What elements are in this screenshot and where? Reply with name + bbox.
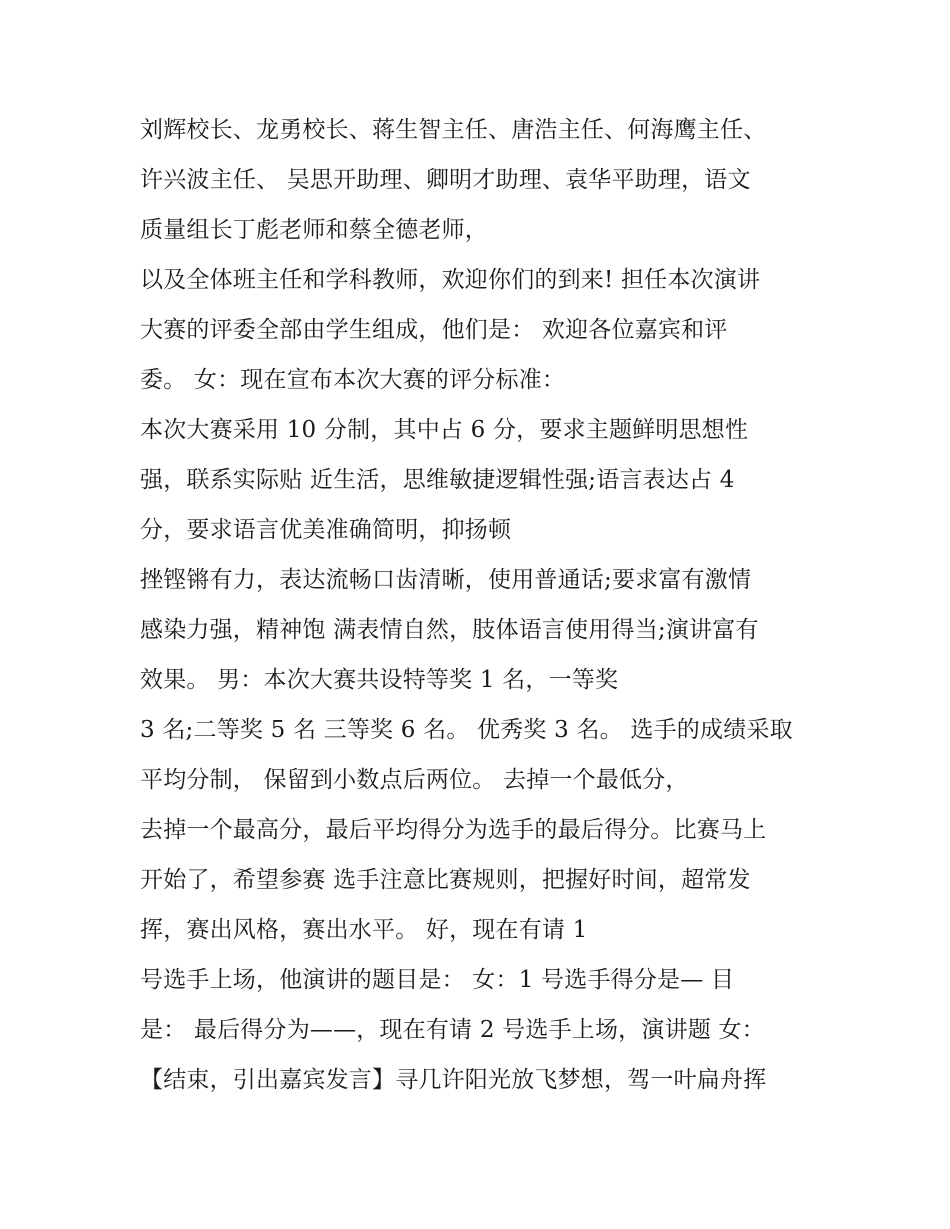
text-line: 强，联系实际贴 近生活，思维敏捷逻辑性强;语言表达占 4 <box>140 467 735 493</box>
text-line: 【结束，引出嘉宾发言】寻几许阳光放飞梦想，驾一叶扁舟挥 <box>140 1067 767 1093</box>
text-line: 许兴波主任、 吴思开助理、卿明才助理、袁华平助理，语文 <box>140 167 751 193</box>
text-line: 本次大赛采用 10 分制，其中占 6 分，要求主题鲜明思想性 <box>140 417 749 443</box>
document-body <box>140 105 840 1105</box>
text-line: 感染力强，精神饱 满表情自然，肢体语言使用得当;演讲富有 <box>140 617 759 643</box>
text-line: 是： 最后得分为——，现在有请 2 号选手上场，演讲题 女： <box>140 1017 765 1043</box>
text-line: 刘辉校长、龙勇校长、蒋生智主任、唐浩主任、何海鹰主任、 <box>140 117 767 143</box>
text-line: 分，要求语言优美准确简明，抑扬顿 <box>140 517 512 543</box>
text-line: 去掉一个最高分，最后平均得分为选手的最后得分。比赛马上 <box>140 817 767 843</box>
text-line: 质量组长丁彪老师和蔡全德老师， <box>140 217 488 243</box>
text-line: 以及全体班主任和学科教师，欢迎你们的到来! 担任本次演讲 <box>140 267 761 293</box>
text-line: 大赛的评委全部由学生组成，他们是： 欢迎各位嘉宾和评 <box>140 317 728 343</box>
text-line: 挥，赛出风格，赛出水平。 好，现在有请 1 <box>140 917 588 943</box>
text-line: 号选手上场，他演讲的题目是： 女：1 号选手得分是— 目 <box>140 967 735 993</box>
text-line: 效果。 男：本次大赛共设特等奖 1 名，一等奖 <box>140 667 619 693</box>
text-line: 3 名;二等奖 5 名 三等奖 6 名。 优秀奖 3 名。 选手的成绩采取 <box>140 717 793 743</box>
text-line: 委。 女：现在宣布本次大赛的评分标准： <box>140 367 566 393</box>
text-line: 开始了，希望参赛 选手注意比赛规则，把握好时间，超常发 <box>140 867 751 893</box>
text-line: 挫铿锵有力，表达流畅口齿清晰，使用普通话;要求富有激情 <box>140 567 752 593</box>
text-line: 平均分制， 保留到小数点后两位。 去掉一个最低分， <box>140 767 689 793</box>
